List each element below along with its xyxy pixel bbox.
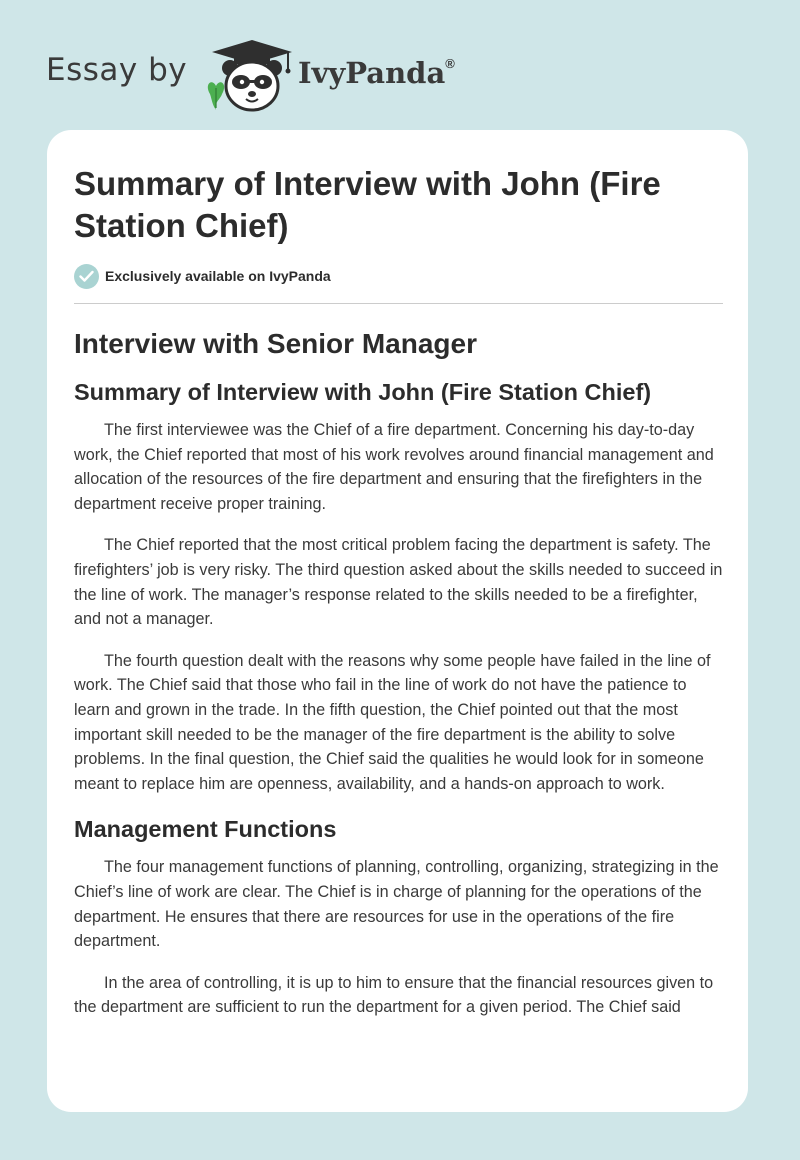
essay-body <box>74 320 724 1037</box>
registered-mark: ® <box>445 56 455 72</box>
paragraph: The fourth question dealt with the reasons why some people have failed in the line of work. The Chief said that those who fail in the line of work do not have the patience to learn and grown in the trade. In the fifth question, the Chief pointed out that the most important skill needed to be the manager of the fire department is the ability to solve problems. In the final question, the Chief said the qualities he would look for in someone meant to replace him are openness, availability, and a hands-on approach to work. <box>74 651 711 793</box>
summary-heading: Summary of Interview with John (Fire Station Chief) <box>74 379 652 405</box>
ivypanda-logo-icon[interactable] <box>204 36 296 114</box>
paragraph: The first interviewee was the Chief of a fire department. Concerning his day-to-day work, the Chief reported that most of his work revolves around financial management and allocation of the resources of the fire department and ensuring that the firefighters in the department receive proper training. <box>74 421 714 513</box>
exclusive-badge <box>74 263 331 289</box>
essay-by-label: Essay by <box>46 52 188 88</box>
divider <box>74 303 723 304</box>
brand-name[interactable]: IvyPanda® <box>298 56 455 90</box>
essay-title: Summary of Interview with John (Fire Station Chief) <box>74 165 661 244</box>
paragraph: The Chief reported that the most critical problem facing the department is safety. The firefighters’ job is very risky. The third question asked about the skills needed to succeed in the line of work. The manager’s response related to the skills needed to be a firefighter, and not a manager. <box>74 536 723 629</box>
check-icon <box>74 264 99 289</box>
paragraph: The four management functions of planning, controlling, organizing, strategizing in the Chief’s line of work are clear. The Chief is in charge of planning for the operations of the department. He ensures that there are resources for use in the operations of the fire department. <box>74 858 719 951</box>
paragraph: In the area of controlling, it is up to him to ensure that the financial resources given to the department are sufficient to run the department for a given period. The Chief said <box>74 973 714 1017</box>
essay-card <box>47 130 748 1112</box>
exclusive-label: Exclusively available on IvyPanda <box>105 268 331 284</box>
management-heading: Management Functions <box>74 816 337 843</box>
section-heading: Interview with Senior Manager <box>74 328 477 359</box>
site-header <box>46 30 506 110</box>
